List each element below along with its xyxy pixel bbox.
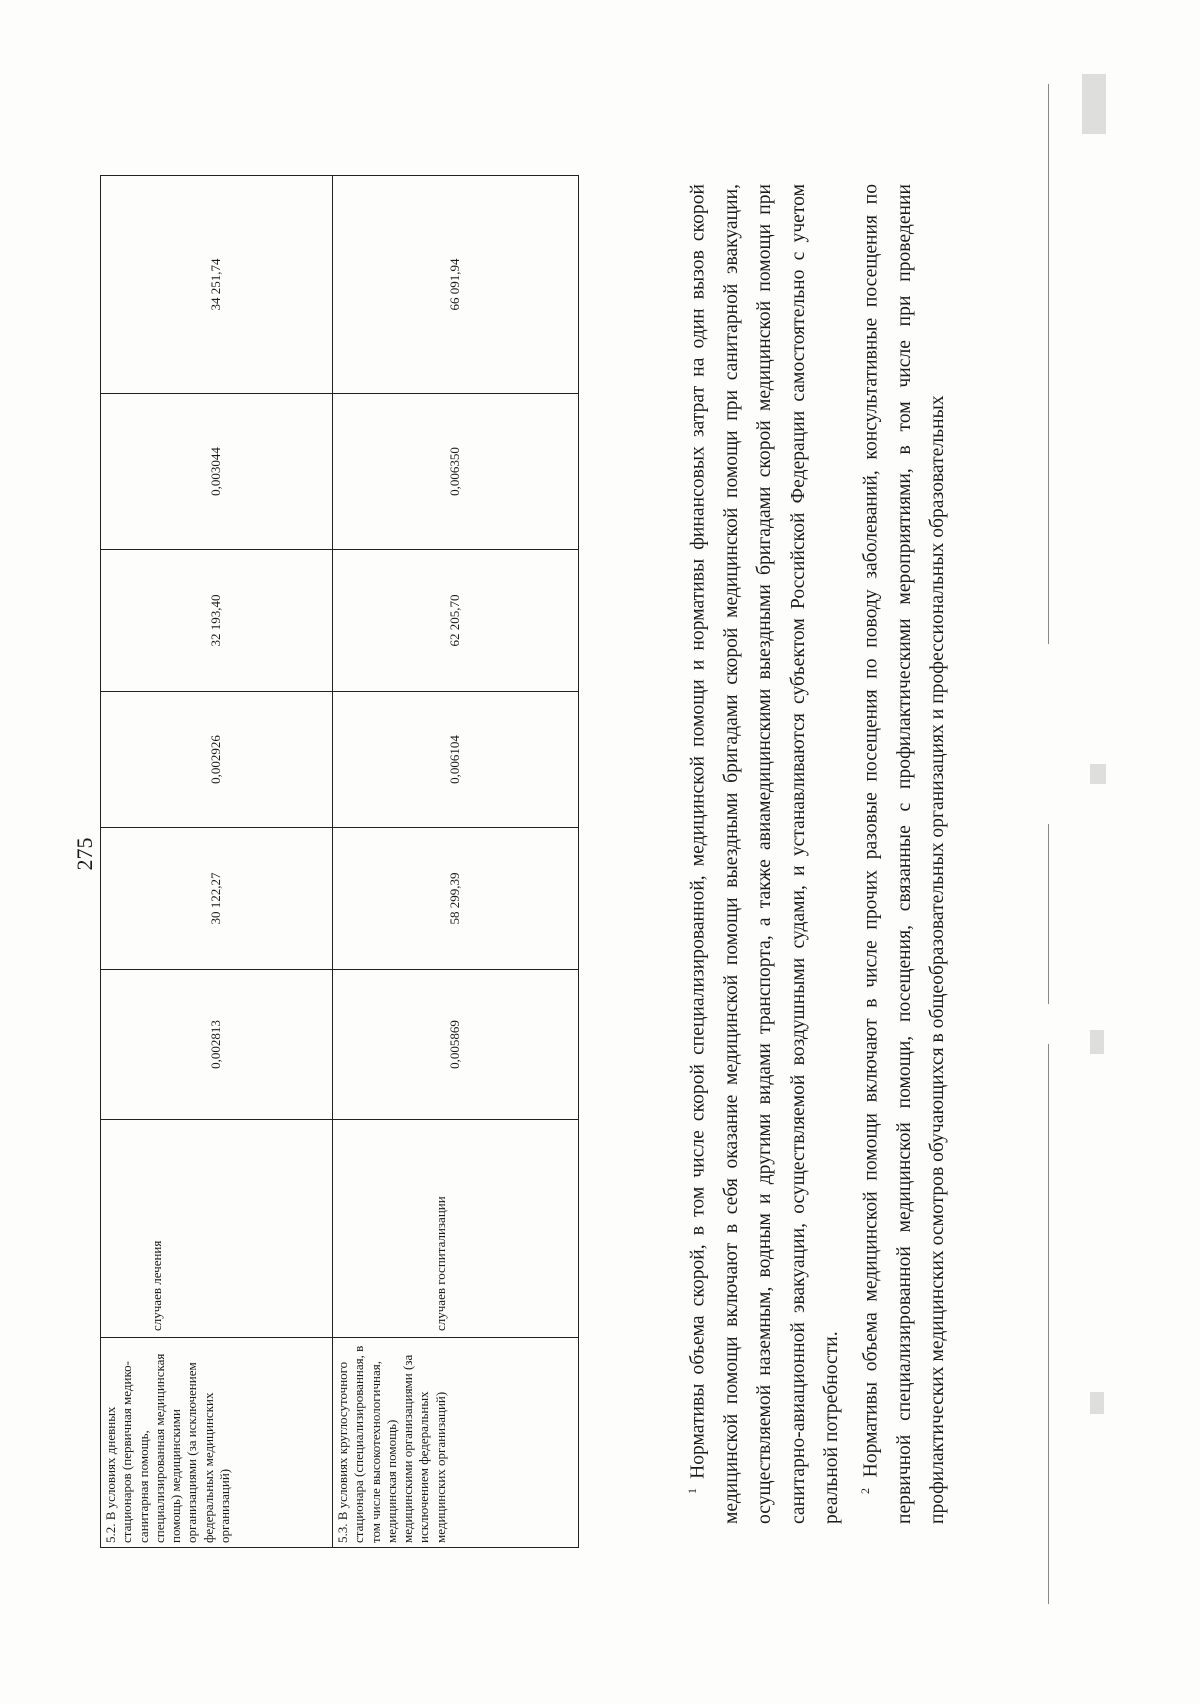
footnote <box>849 184 955 1524</box>
footnotes <box>676 184 954 1524</box>
row-name-cell: 5.2. В условиях дневных стационаров (первичная медико-санитарная помощь, специализированная медицинская помощь) медицинскими организациями (за исключением федеральных медицинских организаций) <box>101 1338 333 1548</box>
footnote-text: Нормативы объема скорой, в том числе скорой специализированной, медицинской помощи и нормативы финансовых затрат на один вызов скорой медицинской помощи включают в себя оказание медицинской помощи выездными бригадами скорой медицинской помощи при санитарной эвакуации, осуществляемой наземным, водным и другими видами транспорта, а также авиамедицинскими выездными бригадами скорой медицинской помощи при санитарно-авиационной эвакуации, осуществляемой воздушными судами, и устанавливаются субъектом Российской Федерации самостоятельно с учетом реальной потребности. <box>687 184 843 1524</box>
value-cell: 0,005869 <box>333 970 579 1120</box>
value-cell: 34 251,74 <box>101 176 333 394</box>
row-name-cell: 5.3. В условиях круглосуточного стационара (специализированная, в том числе высокотехнологичная, медицинская помощь) медицинскими организациями (за исключением федеральных медицинских организаций) <box>333 1338 579 1548</box>
footnote-mark: 1 <box>685 1488 699 1494</box>
value-cell: 0,003044 <box>101 394 333 550</box>
value-cell: 58 299,39 <box>333 828 579 970</box>
table-row <box>101 176 333 1548</box>
value-cell: 0,002926 <box>101 692 333 828</box>
scan-noise <box>1090 1030 1104 1054</box>
scan-noise <box>1082 74 1106 134</box>
footnote-text: Нормативы объема медицинской помощи включают в числе прочих разовые посещения по поводу заболеваний, консультативные посещения по первичной специализированной медицинской помощи, посещения, связанные с профилактическими мероприятиями, в том числе при проведении профилактических медицинских осмотров обучающихся в общеобразовательных организациях и профессиональных образовательных <box>860 184 948 1524</box>
value-cell: 0,006104 <box>333 692 579 828</box>
value-cell: 32 193,40 <box>101 550 333 692</box>
footnote <box>676 184 849 1524</box>
footnote-mark: 2 <box>857 1488 872 1494</box>
value-cell: 30 122,27 <box>101 828 333 970</box>
page-number: 275 <box>72 837 97 871</box>
scan-line <box>1048 84 1049 644</box>
row-unit-cell: случаев госпитализации <box>333 1120 579 1338</box>
scan-line <box>1048 824 1049 1004</box>
table-row <box>333 176 579 1548</box>
value-cell: 0,006350 <box>333 394 579 550</box>
scan-noise <box>1090 764 1106 784</box>
row-unit-cell: случаев лечения <box>101 1120 333 1338</box>
scan-noise <box>1090 1392 1104 1414</box>
value-cell: 62 205,70 <box>333 550 579 692</box>
scan-line <box>1048 1044 1049 1604</box>
value-cell: 0,002813 <box>101 970 333 1120</box>
norms-table <box>100 175 579 1548</box>
value-cell: 66 091,94 <box>333 176 579 394</box>
